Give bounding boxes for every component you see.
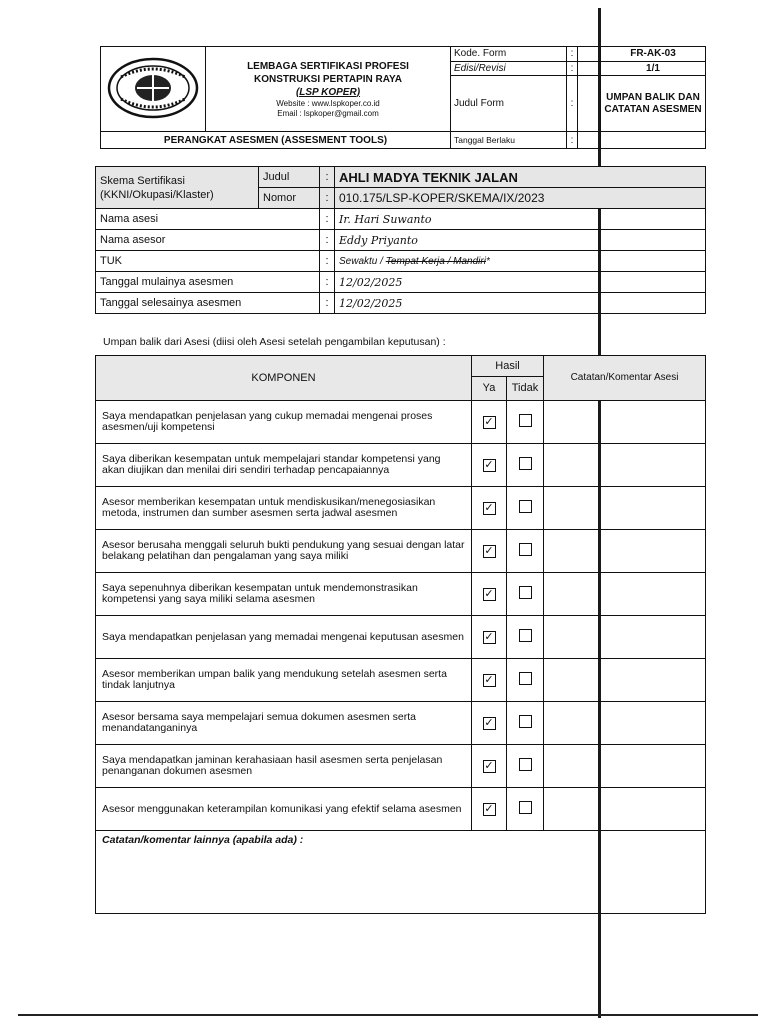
tidak-cell [507, 745, 544, 788]
colon: : [567, 47, 578, 62]
edisi-label: Edisi/Revisi [451, 61, 567, 76]
checkbox-empty-icon[interactable] [519, 672, 532, 685]
colon: : [320, 167, 335, 188]
colon: : [567, 76, 578, 132]
komponen-text: Asesor memberikan kesempatan untuk mendiskusikan/menegosiasikan metoda, instrumen dan sumber asesmen serta jadwal asesmen [96, 487, 472, 530]
komponen-text: Saya mendapatkan jaminan kerahasiaan hasil asesmen serta penjelasan penanganan dokumen asesmen [96, 745, 472, 788]
judul-value: AHLI MADYA TEKNIK JALAN [335, 167, 706, 188]
catatan-cell[interactable] [544, 573, 706, 616]
lsp-koper-seal-icon [107, 57, 199, 119]
ya-cell [472, 788, 507, 831]
tuk-label: TUK [96, 251, 320, 272]
catatan-cell[interactable] [544, 487, 706, 530]
organization-block [206, 47, 451, 132]
checkbox-empty-icon[interactable] [519, 758, 532, 771]
hasil-header: Hasil [472, 356, 544, 377]
org-website: Website : www.lspkoper.co.id [276, 98, 380, 108]
judul-label: Judul [259, 167, 320, 188]
komponen-text: Saya mendapatkan penjelasan yang cukup memadai mengenai proses asesmen/uji kompetensi [96, 401, 472, 444]
colon: : [320, 230, 335, 251]
tanggal-mulai-label: Tanggal mulainya asesmen [96, 272, 320, 293]
tanggal-berlaku-label: Tanggal Berlaku [451, 132, 567, 149]
checkbox-empty-icon[interactable] [519, 414, 532, 427]
checkbox-empty-icon[interactable] [519, 543, 532, 556]
org-abbrev: (LSP KOPER) [295, 86, 361, 98]
skema-label: Skema Sertifikasi (KKNI/Okupasi/Klaster) [96, 167, 259, 209]
komponen-row [96, 659, 706, 702]
catatan-cell[interactable] [544, 659, 706, 702]
komponen-row [96, 745, 706, 788]
checkbox-checked-icon[interactable]: ✓ [484, 458, 494, 471]
judul-form-label: Judul Form [451, 76, 567, 132]
komponen-header: KOMPONEN [96, 356, 472, 401]
tidak-cell [507, 616, 544, 659]
checkbox-empty-icon[interactable] [519, 801, 532, 814]
ya-cell [472, 444, 507, 487]
checkbox-checked-icon[interactable]: ✓ [484, 544, 494, 557]
checkbox-checked-icon[interactable]: ✓ [484, 759, 494, 772]
judul-form-value: UMPAN BALIK DAN CATATAN ASESMEN [601, 76, 706, 132]
tidak-cell [507, 659, 544, 702]
assessment-tools-title: PERANGKAT ASESMEN (ASSESMENT TOOLS) [101, 132, 451, 149]
logo-cell [101, 47, 206, 132]
nama-asesi-value[interactable]: Ir. Hari Suwanto [335, 209, 706, 230]
tidak-cell [507, 530, 544, 573]
tidak-cell [507, 487, 544, 530]
komponen-table [95, 355, 706, 914]
tuk-asterisk: * [485, 255, 490, 267]
checkbox-checked-icon[interactable]: ✓ [484, 501, 494, 514]
kode-form-label: Kode. Form [451, 47, 567, 62]
catatan-cell[interactable] [544, 702, 706, 745]
checkbox-checked-icon[interactable]: ✓ [484, 716, 494, 729]
komponen-row [96, 616, 706, 659]
checkbox-checked-icon[interactable]: ✓ [484, 415, 494, 428]
nama-asesor-label: Nama asesor [96, 230, 320, 251]
ya-cell [472, 573, 507, 616]
colon: : [320, 293, 335, 314]
komponen-text: Asesor menggunakan keterampilan komunikasi yang efektif selama asesmen [96, 788, 472, 831]
checkbox-empty-icon[interactable] [519, 629, 532, 642]
tidak-cell [507, 788, 544, 831]
checkbox-empty-icon[interactable] [519, 500, 532, 513]
catatan-cell[interactable] [544, 788, 706, 831]
feedback-instruction: Umpan balik dari Asesi (diisi oleh Asesi setelah pengambilan keputusan) : [103, 336, 446, 348]
tidak-cell [507, 702, 544, 745]
ya-cell [472, 401, 507, 444]
komponen-row [96, 788, 706, 831]
komponen-text: Asesor bersama saya mempelajari semua dokumen asesmen serta menandatanganinya [96, 702, 472, 745]
ya-cell [472, 745, 507, 788]
colon: : [320, 188, 335, 209]
checkbox-checked-icon[interactable]: ✓ [484, 630, 494, 643]
tidak-cell [507, 573, 544, 616]
checkbox-empty-icon[interactable] [519, 715, 532, 728]
komponen-text: Saya diberikan kesempatan untuk mempelajari standar kompetensi yang akan diujikan dan menilai diri sendiri terhadap pencapaiannya [96, 444, 472, 487]
komponen-row [96, 401, 706, 444]
nomor-label: Nomor [259, 188, 320, 209]
nama-asesi-label: Nama asesi [96, 209, 320, 230]
komponen-row [96, 444, 706, 487]
nomor-value: 010.175/LSP-KOPER/SKEMA/IX/2023 [335, 188, 706, 209]
komponen-row [96, 702, 706, 745]
colon: : [567, 132, 578, 149]
ya-cell [472, 530, 507, 573]
checkbox-checked-icon[interactable]: ✓ [484, 587, 494, 600]
komponen-row [96, 487, 706, 530]
tidak-header: Tidak [507, 377, 544, 401]
edisi-value: 1/1 [601, 61, 706, 76]
ya-cell [472, 616, 507, 659]
identity-table [95, 166, 706, 314]
colon: : [320, 272, 335, 293]
catatan-cell[interactable] [544, 745, 706, 788]
catatan-cell[interactable] [544, 530, 706, 573]
catatan-cell[interactable] [544, 444, 706, 487]
tuk-option-sewaktu: Sewaktu / [339, 255, 386, 267]
form-header [100, 46, 706, 149]
ya-cell [472, 659, 507, 702]
colon: : [320, 251, 335, 272]
checkbox-checked-icon[interactable]: ✓ [484, 673, 494, 686]
ya-cell [472, 702, 507, 745]
ya-header: Ya [472, 377, 507, 401]
org-name-line1: LEMBAGA SERTIFIKASI PROFESI [247, 60, 409, 72]
catatan-lainnya[interactable]: Catatan/komentar lainnya (apabila ada) : [96, 831, 706, 914]
komponen-text: Asesor memberikan umpan balik yang mendukung setelah asesmen serta tindak lanjutnya [96, 659, 472, 702]
catatan-cell[interactable] [544, 616, 706, 659]
komponen-row [96, 530, 706, 573]
colon: : [567, 61, 578, 76]
bottom-edge-line [18, 1014, 758, 1016]
checkbox-checked-icon[interactable]: ✓ [484, 802, 494, 815]
checkbox-empty-icon[interactable] [519, 457, 532, 470]
tanggal-selesai-label: Tanggal selesainya asesmen [96, 293, 320, 314]
komponen-text: Saya sepenuhnya diberikan kesempatan untuk mendemonstrasikan kompetensi yang saya miliki selama asesmen [96, 573, 472, 616]
nama-asesor-value[interactable]: Eddy Priyanto [335, 230, 706, 251]
tidak-cell [507, 444, 544, 487]
org-email: Email : lspkoper@gmail.com [277, 108, 379, 118]
komponen-text: Saya mendapatkan penjelasan yang memadai mengenai keputusan asesmen [96, 616, 472, 659]
org-name-line2: KONSTRUKSI PERTAPIN RAYA [254, 73, 402, 85]
kode-form-value: FR-AK-03 [601, 47, 706, 62]
tidak-cell [507, 401, 544, 444]
tanggal-mulai-value[interactable]: 12/02/2025 [335, 272, 706, 293]
catatan-header: Catatan/Komentar Asesi [544, 356, 706, 401]
catatan-cell[interactable] [544, 401, 706, 444]
tuk-value[interactable] [335, 251, 706, 272]
tanggal-selesai-value[interactable]: 12/02/2025 [335, 293, 706, 314]
komponen-text: Asesor berusaha menggali seluruh bukti pendukung yang sesuai dengan latar belakang pelatihan dan pengalaman yang saya miliki [96, 530, 472, 573]
colon: : [320, 209, 335, 230]
komponen-row [96, 573, 706, 616]
checkbox-empty-icon[interactable] [519, 586, 532, 599]
ya-cell [472, 487, 507, 530]
tuk-option-struck: Tempat Kerja / Mandiri [385, 255, 486, 267]
